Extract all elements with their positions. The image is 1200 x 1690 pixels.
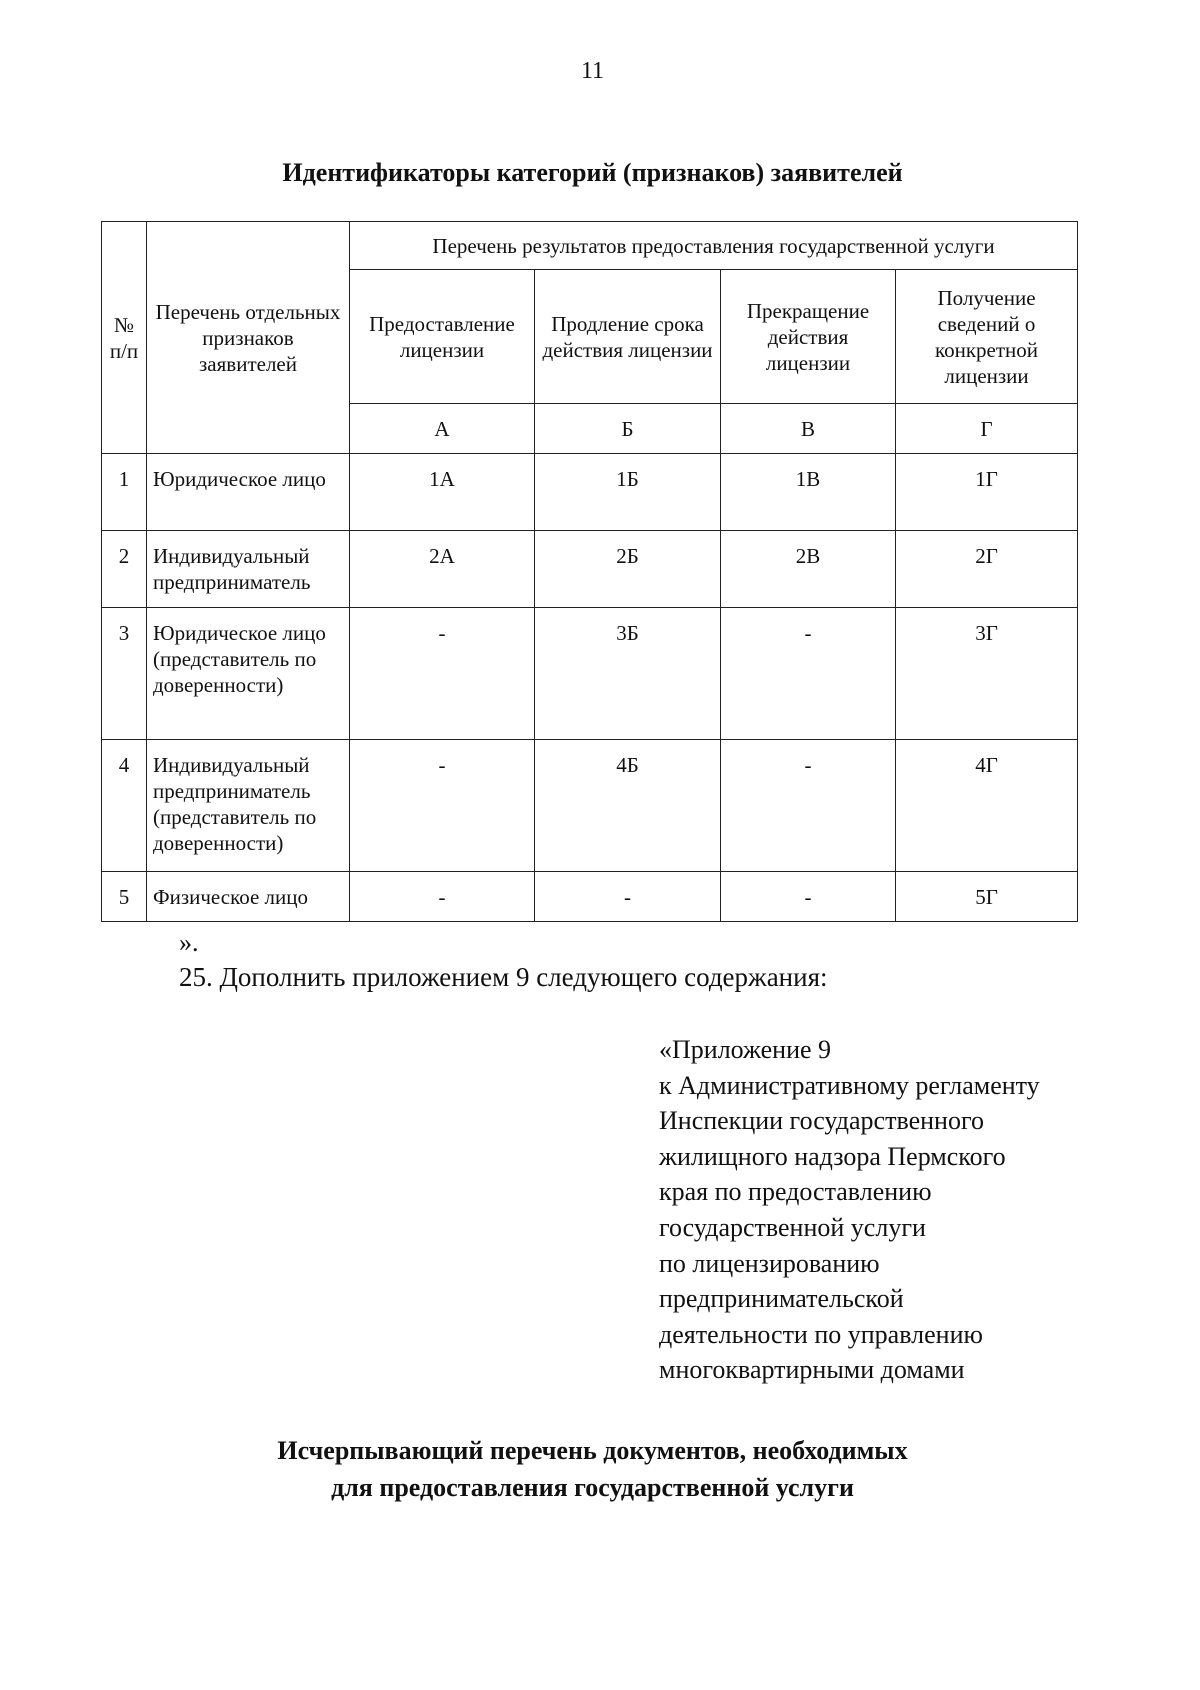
header-features: Перечень отдельных признаков заявителей: [147, 222, 350, 454]
table-title: Идентификаторы категорий (признаков) заявителей: [282, 158, 903, 187]
table-row: [102, 608, 1078, 740]
row-number: 3: [102, 608, 147, 740]
row-cell: 3Б: [535, 608, 721, 740]
applicant-categories-table: [101, 221, 1078, 922]
row-cell: -: [721, 872, 896, 922]
result-column-code: А: [350, 404, 535, 454]
row-cell: -: [721, 608, 896, 740]
row-feature: Юридическое лицо (представитель по доверенности): [147, 608, 350, 740]
annex-line: края по предоставлению: [659, 1177, 932, 1207]
row-cell: 2Б: [535, 531, 721, 608]
row-cell: 5Г: [896, 872, 1078, 922]
row-number: 4: [102, 740, 147, 872]
documents-title-line: Исчерпывающий перечень документов, необходимых: [277, 1436, 908, 1465]
table-row: [102, 740, 1078, 872]
header-number: № п/п: [102, 222, 147, 454]
annex-header: [659, 1032, 1089, 1388]
annex-line: многоквартирными домами: [659, 1355, 965, 1385]
annex-line: предпринимательской: [659, 1284, 904, 1314]
row-cell: -: [350, 608, 535, 740]
row-cell: -: [721, 740, 896, 872]
annex-line: деятельности по управлению: [659, 1319, 983, 1349]
row-cell: 2Г: [896, 531, 1078, 608]
documents-title-line: для предоставления государственной услуги: [331, 1473, 854, 1502]
paragraph-25: 25. Дополнить приложением 9 следующего содержания:: [179, 962, 828, 992]
row-cell: 4Б: [535, 740, 721, 872]
row-cell: 4Г: [896, 740, 1078, 872]
row-cell: -: [350, 872, 535, 922]
annex-line: по лицензированию: [659, 1248, 880, 1278]
closing-quote: ».: [179, 928, 199, 957]
documents-list-title: [0, 1432, 1185, 1506]
row-cell: 2А: [350, 531, 535, 608]
row-cell: 3Г: [896, 608, 1078, 740]
table-row: [102, 454, 1078, 531]
result-column-label: Продление срока действия лицензии: [535, 270, 721, 404]
row-cell: 1А: [350, 454, 535, 531]
row-feature: Индивидуальный предприниматель: [147, 531, 350, 608]
row-cell: -: [350, 740, 535, 872]
result-column-code: В: [721, 404, 896, 454]
result-column-label: Получение сведений о конкретной лицензии: [896, 270, 1078, 404]
annex-line: «Приложение 9: [659, 1035, 832, 1064]
row-number: 5: [102, 872, 147, 922]
row-cell: 1Б: [535, 454, 721, 531]
table-row: [102, 531, 1078, 608]
row-cell: 1В: [721, 454, 896, 531]
row-feature: Индивидуальный предприниматель (представитель по доверенности): [147, 740, 350, 872]
row-cell: -: [535, 872, 721, 922]
row-cell: 1Г: [896, 454, 1078, 531]
row-number: 1: [102, 454, 147, 531]
result-column-label: Прекращение действия лицензии: [721, 270, 896, 404]
row-number: 2: [102, 531, 147, 608]
annex-line: жилищного надзора Пермского: [659, 1141, 1006, 1171]
result-column-label: Предоставление лицензии: [350, 270, 535, 404]
row-cell: 2В: [721, 531, 896, 608]
table-row: [102, 872, 1078, 922]
annex-line: Инспекции государственного: [659, 1106, 984, 1136]
header-results: Перечень результатов предоставления государственной услуги: [350, 222, 1078, 270]
result-column-code: Б: [535, 404, 721, 454]
page-number: 11: [580, 58, 605, 84]
annex-line: государственной услуги: [659, 1212, 926, 1242]
row-feature: Юридическое лицо: [147, 454, 350, 531]
row-feature: Физическое лицо: [147, 872, 350, 922]
annex-line: к Административному регламенту: [659, 1070, 1040, 1100]
result-column-code: Г: [896, 404, 1078, 454]
